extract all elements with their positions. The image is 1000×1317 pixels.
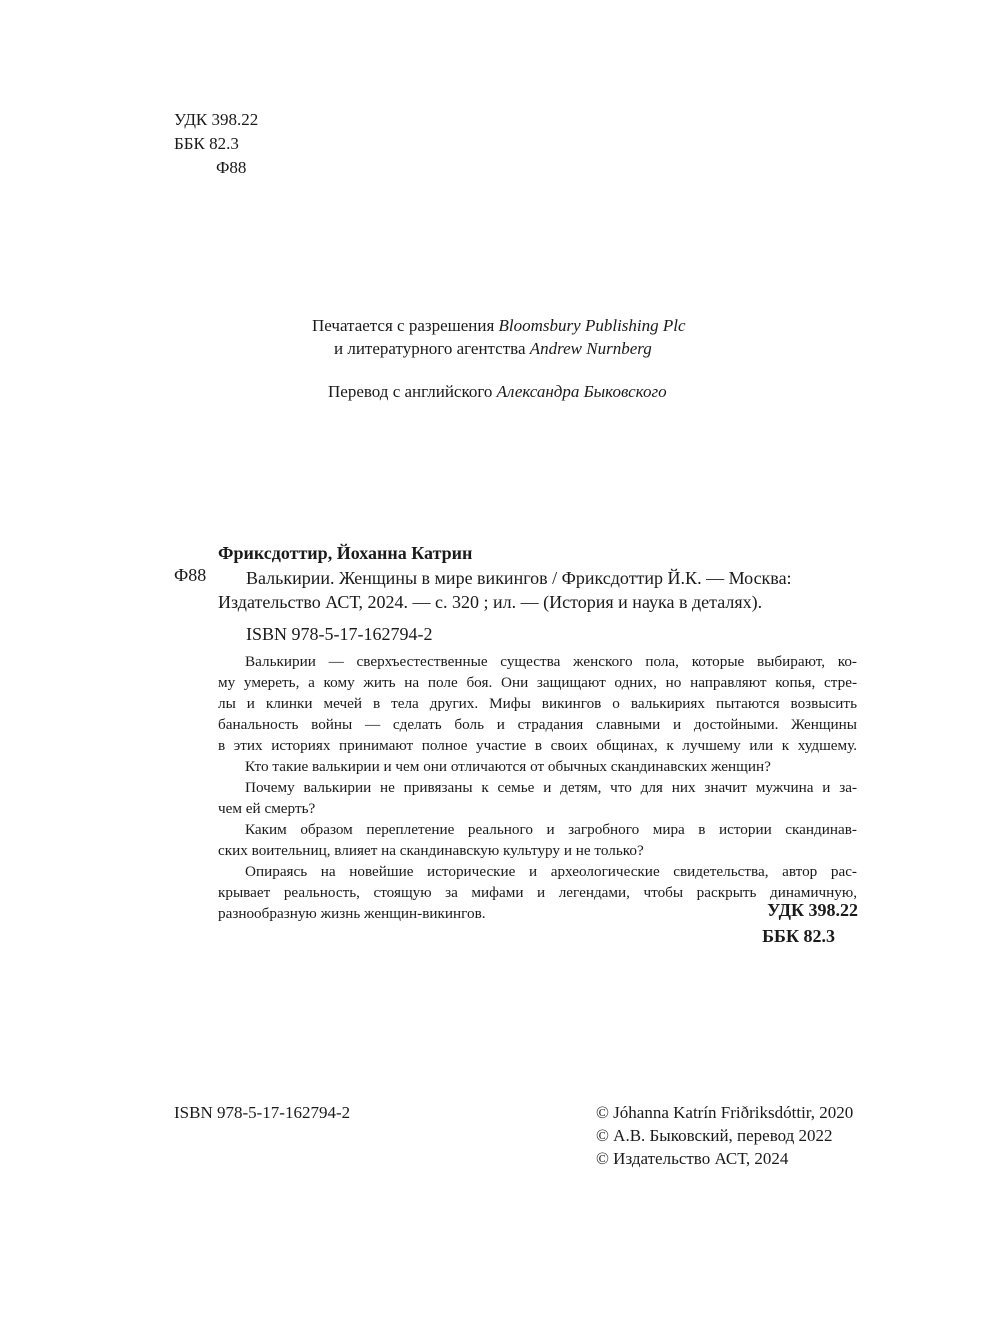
copyright-line: © Издательство АСТ, 2024: [596, 1149, 789, 1168]
annotation: [218, 651, 857, 924]
copyright-block: [596, 1101, 853, 1170]
udk-block-top: [174, 108, 258, 180]
udk-code: УДК 398.22: [767, 900, 858, 920]
annotation-line: банальность войны — сделать боль и страдания славными и достойными. Женщины: [218, 716, 857, 733]
annotation-line: Кто такие валькирии и чем они отличаются от обычных скандинавских женщин?: [245, 758, 771, 775]
annotation-line: Валькирии — сверхъестественные существа женского пола, которые выбирают, ко-: [245, 653, 857, 670]
card-author: Фриксдоттир, Йоханна Катрин: [218, 543, 473, 563]
translation-text: Перевод с английского: [328, 382, 497, 401]
bbk-code: ББК 82.3: [174, 134, 239, 153]
agency-text: и литературного агентства: [334, 339, 530, 358]
annotation-line: му умереть, а кому жить на поле боя. Они защищают одних, но направляют копья, стре-: [218, 674, 857, 691]
copyright-line: © Jóhanna Katrín Friðriksdóttir, 2020: [596, 1103, 854, 1122]
permission-text: Печатается с разрешения: [312, 316, 499, 335]
annotation-line: крывает реальность, стоящую за мифами и легендами, чтобы раскрыть динамичную,: [218, 884, 857, 901]
annotation-line: Почему валькирии не привязаны к семье и детям, что для них значит мужчина и за-: [245, 779, 857, 796]
publisher-name: Bloomsbury Publishing Plc: [498, 316, 686, 335]
annotation-line: Опираясь на новейшие исторические и археологические свидетельства, автор рас-: [245, 863, 857, 880]
author-mark: Ф88: [216, 158, 247, 177]
translation-line: [328, 380, 667, 403]
footer-isbn: ISBN 978-5-17-162794-2: [174, 1103, 351, 1122]
annotation-line: в этих историях принимают полное участие в своих общинах, к лучшему или к худшему.: [218, 737, 857, 754]
card-title-line-2: Издательство АСТ, 2024. — с. 320 ; ил. — (История и наука в деталях).: [218, 592, 763, 612]
card-isbn: ISBN 978-5-17-162794-2: [246, 624, 433, 644]
bbk-code: ББК 82.3: [762, 926, 835, 946]
annotation-line: чем ей смерть?: [218, 800, 316, 817]
agency-name: Andrew Nurnberg: [529, 339, 652, 358]
permission-line-2: [334, 337, 652, 360]
annotation-line: лы и клинки мечей в тела других. Мифы викингов о валькириях пытаются возвысить: [218, 695, 857, 712]
translator-name: Александра Быковского: [496, 382, 667, 401]
annotation-line: ских воительниц, влияет на скандинавскую культуру и не только?: [218, 842, 644, 859]
card-code: Ф88: [174, 565, 207, 585]
card-title-line-1: Валькирии. Женщины в мире викингов / Фриксдоттир Й.К. — Москва:: [246, 568, 792, 588]
annotation-line: разнообразную жизнь женщин-викингов.: [218, 905, 486, 922]
udk-code: УДК 398.22: [174, 110, 259, 129]
annotation-line: Каким образом переплетение реального и загробного мира в истории скандинав-: [245, 821, 857, 838]
permission-line-1: [312, 314, 686, 337]
udk-block-bottom: [700, 898, 858, 950]
copyright-line: © А.В. Быковский, перевод 2022: [596, 1126, 833, 1145]
